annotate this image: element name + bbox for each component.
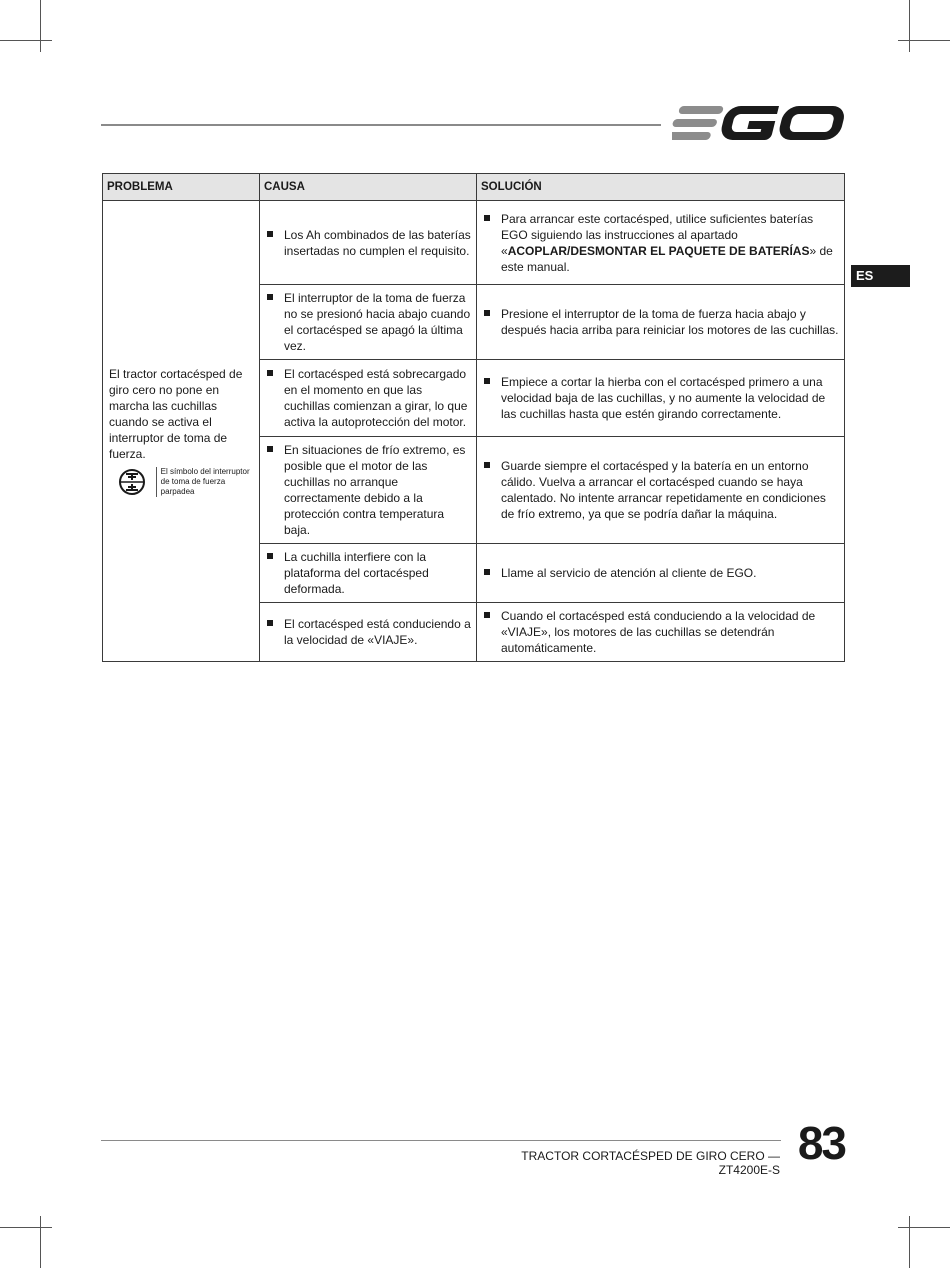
solution-cell [477,603,845,662]
footer-title: TRACTOR CORTACÉSPED DE GIRO CERO — ZT4200E-S [521,1149,780,1177]
solution-text: Para arrancar este cortacésped, utilice suficientes baterías EGO siguiendo las instrucciones al apartado «ACOPLAR/DESMONTAR EL PAQUETE DE BATERÍAS» de este manual. [483,211,839,275]
cause-text: El cortacésped está conduciendo a la velocidad de «VIAJE». [266,616,471,648]
solution-text: Guarde siempre el cortacésped y la batería en un entorno cálido. Vuelva a arrancar el cortacésped cuando se haya calentado. No intente arrancar repetidamente en condiciones de frío extremo, ya que se podría dañar la máquina. [483,458,839,522]
crop-mark [909,0,910,52]
cause-cell [260,603,477,662]
page-number: 83 [797,1117,845,1169]
cause-text: Los Ah combinados de las baterías insertadas no cumplen el requisito. [266,227,471,259]
table-header-row [103,174,845,201]
symbol-note-text: El símbolo del interruptor de toma de fuerza parpadea [156,467,254,497]
crop-mark [0,1227,52,1228]
solution-cell [477,437,845,544]
cause-cell [260,360,477,437]
cause-cell [260,544,477,603]
crop-mark [40,0,41,52]
cause-cell [260,437,477,544]
table-row [103,201,845,285]
crop-mark [909,1216,910,1268]
cause-text: En situaciones de frío extremo, es posible que el motor de las cuchillas no arranque correctamente debido a la protección contra temperatura baja. [266,442,471,538]
cause-text: El cortacésped está sobrecargado en el momento en que las cuchillas comienzan a girar, lo que activa la autoprotección del motor. [266,366,471,430]
solution-text: Llame al servicio de atención al cliente de EGO. [483,565,839,581]
solution-text: Empiece a cortar la hierba con el cortacésped primero a una velocidad baja de las cuchillas, y no aumente la velocidad de las cuchillas hasta que estén girando correctamente. [483,374,839,422]
header-solution: SOLUCIÓN [477,174,845,201]
cause-cell [260,201,477,285]
troubleshooting-table [102,173,845,662]
problem-text: El tractor cortacésped de giro cero no pone en marcha las cuchillas cuando se activa el interruptor de toma de fuerza. [109,366,243,461]
solution-cell [477,544,845,603]
ego-logo [672,102,844,146]
header-rule [101,124,661,126]
crop-mark [898,40,950,41]
crop-mark [40,1216,41,1268]
solution-text: Presione el interruptor de la toma de fuerza hacia abajo y después hacia arriba para reiniciar los motores de las cuchillas. [483,306,839,338]
language-tab: ES [851,265,910,287]
solution-cell [477,201,845,285]
problem-cell [103,201,260,662]
header-cause: CAUSA [260,174,477,201]
cause-text: El interruptor de la toma de fuerza no se presionó hacia abajo cuando el cortacésped se apagó la última vez. [266,290,471,354]
solution-cell [477,360,845,437]
solution-cell [477,285,845,360]
crop-mark [0,40,52,41]
symbol-note [109,467,254,497]
footer-rule [101,1140,781,1141]
header-problem: PROBLEMA [103,174,260,201]
solution-text: Cuando el cortacésped está conduciendo a la velocidad de «VIAJE», los motores de las cuchillas se detendrán automáticamente. [483,608,839,656]
cause-cell [260,285,477,360]
cause-text: La cuchilla interfiere con la plataforma del cortacésped deformada. [266,549,471,597]
crop-mark [898,1227,950,1228]
pto-switch-icon [109,468,156,496]
